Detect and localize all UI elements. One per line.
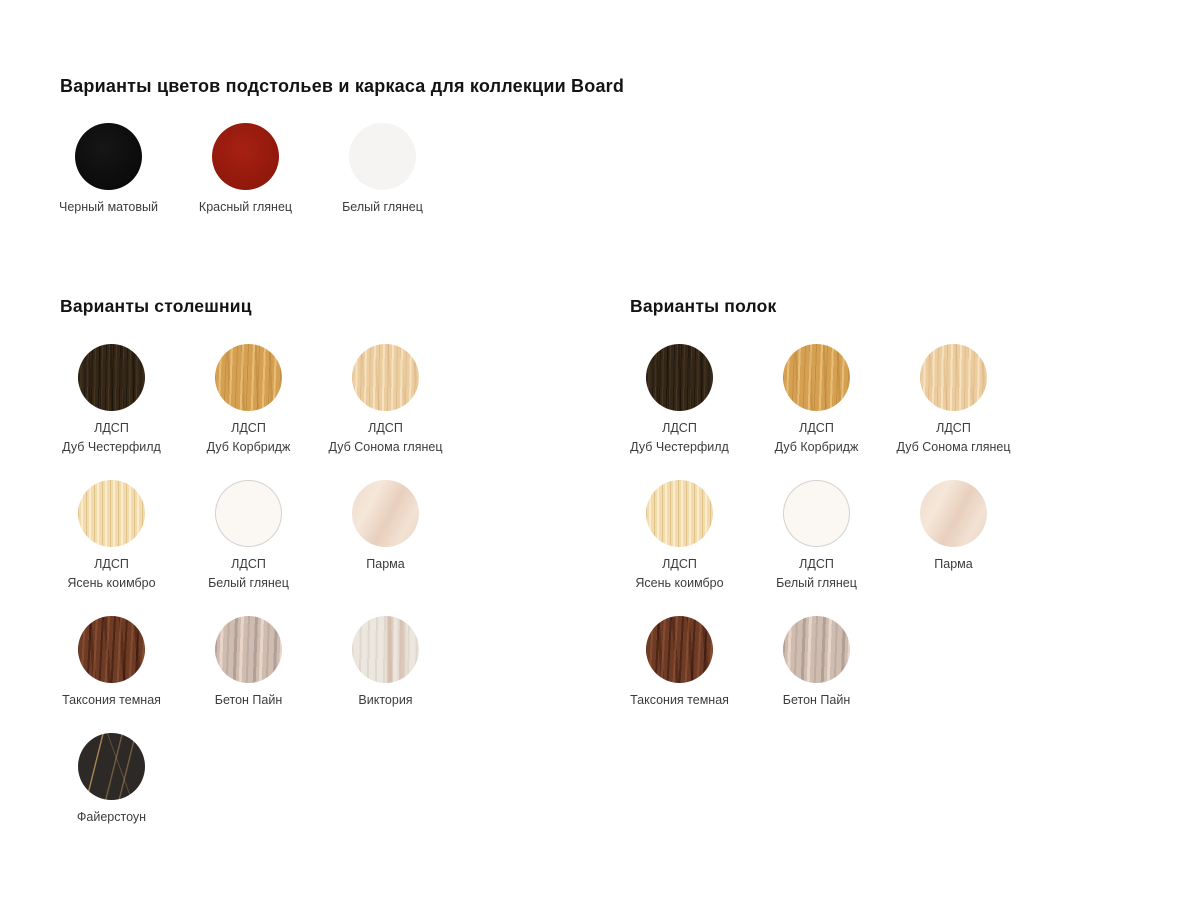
swatch-item-white-gloss-ldsp bbox=[748, 480, 885, 593]
swatch-label-line: Дуб Сонома глянец bbox=[896, 440, 1011, 454]
taxonia-dark-swatch-circle bbox=[646, 616, 713, 683]
swatch-label-line: Парма bbox=[366, 557, 405, 571]
swatch-label-line: Дуб Честерфилд bbox=[62, 440, 161, 454]
swatch-label-line: Парма bbox=[934, 557, 973, 571]
oak-chesterfield-swatch-circle bbox=[646, 344, 713, 411]
swatch-label-line: Дуб Корбридж bbox=[206, 440, 291, 454]
white-gloss-ldsp-swatch-circle bbox=[215, 480, 282, 547]
swatch-label bbox=[934, 555, 972, 574]
swatch-item-white-gloss-ldsp bbox=[180, 480, 317, 593]
ash-coimbro-swatch-circle bbox=[646, 480, 713, 547]
red-gloss-swatch-circle bbox=[212, 123, 279, 190]
swatch-label-line: Таксония темная bbox=[630, 693, 729, 707]
shelves-section-title: Варианты полок bbox=[630, 296, 777, 316]
swatch-label bbox=[342, 198, 423, 217]
swatch-item-oak-chesterfield bbox=[611, 344, 748, 457]
swatch-label-line: Бетон Пайн bbox=[782, 693, 851, 707]
swatch-label-line: ЛДСП bbox=[368, 421, 403, 435]
frame-colors-swatch-grid bbox=[40, 123, 451, 217]
swatch-label-line: ЛДСП bbox=[799, 421, 834, 435]
swatch-label bbox=[77, 808, 146, 827]
beton-pine-swatch-circle bbox=[215, 616, 282, 683]
oak-sonoma-gloss-swatch-circle bbox=[920, 344, 987, 411]
swatch-label bbox=[776, 555, 857, 593]
swatch-label bbox=[207, 419, 291, 457]
swatch-label bbox=[59, 198, 158, 217]
swatch-item-parma bbox=[885, 480, 1022, 593]
page-title: Варианты цветов подстольев и каркаса для коллекции Board bbox=[60, 76, 625, 96]
swatch-item-ash-coimbro bbox=[611, 480, 748, 593]
swatch-label-line: ЛДСП bbox=[662, 421, 697, 435]
swatch-label bbox=[67, 555, 155, 593]
swatch-label-line: ЛДСП bbox=[662, 557, 697, 571]
swatch-label-line: Белый глянец bbox=[208, 576, 289, 590]
firestone-swatch-circle bbox=[78, 733, 145, 800]
swatch-item-taxonia-dark bbox=[43, 616, 180, 710]
swatch-label bbox=[775, 419, 859, 457]
swatch-item-ash-coimbro bbox=[43, 480, 180, 593]
swatch-label-line: Черный матовый bbox=[59, 200, 158, 214]
oak-chesterfield-swatch-circle bbox=[78, 344, 145, 411]
swatch-label bbox=[62, 691, 161, 710]
swatch-label-line: Красный глянец bbox=[198, 200, 293, 214]
swatch-label-line: ЛДСП bbox=[936, 421, 971, 435]
parma-swatch-circle bbox=[352, 480, 419, 547]
black-matte-swatch-circle bbox=[75, 123, 142, 190]
swatch-label-line: Дуб Честерфилд bbox=[630, 440, 729, 454]
swatch-item-oak-corbridge bbox=[180, 344, 317, 457]
ash-coimbro-swatch-circle bbox=[78, 480, 145, 547]
white-gloss-swatch-circle bbox=[349, 123, 416, 190]
swatch-label bbox=[897, 419, 1011, 457]
white-gloss-ldsp-swatch-circle bbox=[783, 480, 850, 547]
swatch-label bbox=[215, 691, 282, 710]
swatch-item-parma bbox=[317, 480, 454, 593]
swatch-label-line: Белый глянец bbox=[342, 200, 423, 214]
swatch-label bbox=[199, 198, 292, 217]
swatch-label-line: Дуб Сонома глянец bbox=[328, 440, 443, 454]
swatch-item-victoria bbox=[317, 616, 454, 710]
swatch-item-oak-chesterfield bbox=[43, 344, 180, 457]
swatch-label bbox=[329, 419, 443, 457]
swatch-label bbox=[630, 419, 729, 457]
tabletops-swatch-grid bbox=[43, 344, 454, 827]
swatch-label-line: ЛДСП bbox=[94, 421, 129, 435]
swatch-item-black-matte bbox=[40, 123, 177, 217]
swatch-item-taxonia-dark bbox=[611, 616, 748, 710]
swatch-label-line: Файерстоун bbox=[76, 810, 147, 824]
taxonia-dark-swatch-circle bbox=[78, 616, 145, 683]
victoria-swatch-circle bbox=[352, 616, 419, 683]
beton-pine-swatch-circle bbox=[783, 616, 850, 683]
oak-corbridge-swatch-circle bbox=[783, 344, 850, 411]
swatch-item-beton-pine bbox=[180, 616, 317, 710]
swatch-item-oak-corbridge bbox=[748, 344, 885, 457]
swatch-label bbox=[635, 555, 723, 593]
swatch-label bbox=[208, 555, 289, 593]
swatch-item-white-gloss bbox=[314, 123, 451, 217]
tabletops-section-title: Варианты столешниц bbox=[60, 296, 252, 316]
swatch-label-line: Виктория bbox=[358, 693, 413, 707]
parma-swatch-circle bbox=[920, 480, 987, 547]
swatch-item-red-gloss bbox=[177, 123, 314, 217]
swatch-label bbox=[366, 555, 404, 574]
swatch-label bbox=[630, 691, 729, 710]
swatch-label-line: Таксония темная bbox=[62, 693, 161, 707]
swatch-label bbox=[358, 691, 412, 710]
swatch-item-oak-sonoma-gloss bbox=[317, 344, 454, 457]
swatch-item-oak-sonoma-gloss bbox=[885, 344, 1022, 457]
oak-corbridge-swatch-circle bbox=[215, 344, 282, 411]
swatch-label-line: Ясень коимбро bbox=[635, 576, 724, 590]
oak-sonoma-gloss-swatch-circle bbox=[352, 344, 419, 411]
swatch-label-line: ЛДСП bbox=[799, 557, 834, 571]
swatch-label-line: Бетон Пайн bbox=[214, 693, 283, 707]
swatch-label bbox=[62, 419, 161, 457]
swatch-item-beton-pine bbox=[748, 616, 885, 710]
swatch-label-line: Белый глянец bbox=[776, 576, 857, 590]
swatch-label-line: ЛДСП bbox=[94, 557, 129, 571]
swatch-label bbox=[783, 691, 850, 710]
swatch-label-line: ЛДСП bbox=[231, 557, 266, 571]
swatch-label-line: ЛДСП bbox=[231, 421, 266, 435]
swatch-label-line: Дуб Корбридж bbox=[774, 440, 859, 454]
swatch-item-firestone bbox=[43, 733, 180, 827]
swatch-label-line: Ясень коимбро bbox=[67, 576, 156, 590]
shelves-swatch-grid bbox=[611, 344, 1022, 710]
